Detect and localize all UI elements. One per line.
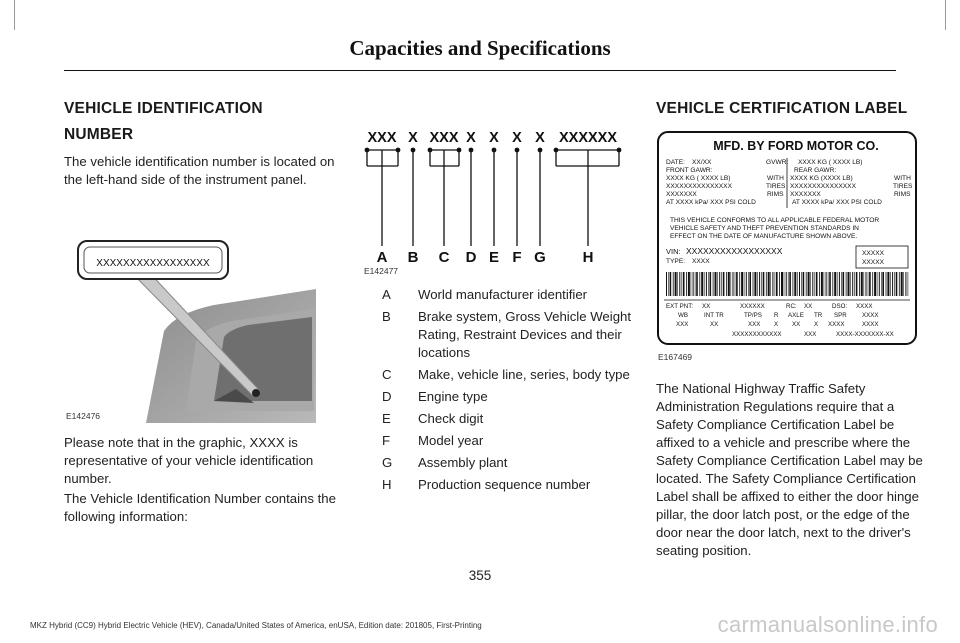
vin-segment: XXX bbox=[367, 130, 397, 146]
label-text: XXXXX bbox=[862, 250, 884, 257]
label-text: TIRES bbox=[766, 183, 786, 190]
label-text: TIRES bbox=[893, 183, 913, 190]
label-text: XXXX KG ( XXXX LB) bbox=[798, 159, 863, 166]
label-text: XXXXXXXXXXXXXXXXX bbox=[686, 246, 783, 256]
cert-paragraph: The National Highway Traffic Safety Administration Regulations require that a Safety Compliance Certification Label be affixed to a vehicle and prescribe where the Safety Compliance Certification Label may be located. The Safety Compliance Certification Label shall be affixed to either the door hinge pillar, the door latch post, or the edge of the door near the door latch, next to the driver's seating position. bbox=[656, 381, 923, 558]
label-text: XX/XX bbox=[692, 159, 712, 166]
label-text: TYPE: bbox=[666, 258, 686, 265]
vin-breakdown-diagram bbox=[362, 126, 622, 276]
label-text: XXX bbox=[748, 321, 761, 328]
label-text: AT XXXX kPa/ XXX PSI COLD bbox=[792, 199, 882, 206]
label-manufacturer: MFD. BY FORD MOTOR CO. bbox=[713, 139, 879, 153]
vin-segment: X bbox=[408, 130, 418, 146]
label-text: XXXX bbox=[828, 321, 845, 328]
label-text: RIMS bbox=[894, 191, 911, 198]
list-item bbox=[382, 476, 632, 494]
list-item bbox=[382, 308, 632, 362]
label-text: INT TR bbox=[704, 312, 724, 319]
label-text: TR bbox=[814, 312, 823, 319]
vin-heading: VEHICLE IDENTIFICATION NUMBER bbox=[64, 100, 263, 143]
label-text: RC: bbox=[786, 303, 797, 310]
vin-letter-label: D bbox=[465, 249, 477, 266]
label-text: XXXX bbox=[856, 303, 873, 310]
vin-legend-list bbox=[382, 286, 632, 498]
label-text: XXXXXXXXXXXXXXX bbox=[790, 183, 856, 190]
vin-letter-label: E bbox=[488, 249, 500, 266]
vin-segment: X bbox=[535, 130, 545, 146]
label-text: R bbox=[774, 312, 779, 319]
label-text: XXXX bbox=[862, 321, 879, 328]
legend-letter: A bbox=[382, 287, 391, 302]
legend-letter: H bbox=[382, 477, 392, 492]
list-item bbox=[382, 286, 632, 304]
label-text: FRONT GAWR: bbox=[666, 167, 713, 174]
label-text: XXXXXXX bbox=[790, 191, 821, 198]
page-number: 355 bbox=[468, 568, 492, 583]
label-text: THIS VEHICLE CONFORMS TO ALL APPLICABLE FEDERAL MOTOR bbox=[670, 217, 880, 224]
corner-mark-tl bbox=[14, 0, 15, 30]
label-text: XX bbox=[710, 321, 719, 328]
dashboard-vin-figure bbox=[64, 233, 316, 423]
car-figure-id: E142476 bbox=[66, 411, 101, 421]
vin-letter-label: F bbox=[512, 249, 522, 266]
label-text: XXX bbox=[804, 331, 817, 338]
vin-letter-label: C bbox=[438, 249, 450, 266]
label-text: WB bbox=[678, 312, 688, 319]
label-text: DSO: bbox=[832, 303, 848, 310]
legend-letter: D bbox=[382, 389, 392, 404]
legend-text: Assembly plant bbox=[418, 455, 508, 470]
label-text: WITH bbox=[894, 175, 911, 182]
cert-heading: VEHICLE CERTIFICATION LABEL bbox=[656, 100, 908, 117]
label-text: DATE: bbox=[666, 159, 685, 166]
vin-segment: X bbox=[489, 130, 499, 146]
legend-text: Check digit bbox=[418, 411, 484, 426]
vin-letter-label: B bbox=[407, 249, 419, 266]
label-text: EXT PNT: bbox=[666, 303, 694, 310]
vin-figure-id: E142477 bbox=[364, 266, 399, 276]
legend-text: World manufacturer identifier bbox=[418, 287, 588, 302]
vin-segment: X bbox=[512, 130, 522, 146]
label-text: SPR bbox=[834, 312, 847, 319]
label-text: VIN: bbox=[666, 247, 681, 256]
label-text: XX bbox=[702, 303, 711, 310]
legend-letter: C bbox=[382, 367, 392, 382]
list-item bbox=[382, 388, 632, 406]
label-text: XXX bbox=[676, 321, 689, 328]
legend-text: Make, vehicle line, series, body type bbox=[418, 367, 630, 382]
label-text: XXXX bbox=[692, 258, 710, 265]
list-item bbox=[382, 410, 632, 428]
plate-text: XXXXXXXXXXXXXXXXX bbox=[96, 258, 210, 269]
footer-text: MKZ Hybrid (CC9) Hybrid Electric Vehicle (HEV), Canada/United States of America, enUSA, Edition date: 201805, First-Printing bbox=[30, 621, 482, 630]
label-text: AXLE bbox=[788, 312, 804, 319]
legend-text: Engine type bbox=[418, 389, 488, 404]
label-text: XXXXX bbox=[862, 259, 884, 266]
title-rule bbox=[64, 70, 896, 71]
label-text: WITH bbox=[767, 175, 784, 182]
vin-note: Please note that in the graphic, XXXX is representative of your vehicle identification number. bbox=[64, 435, 314, 486]
legend-letter: G bbox=[382, 455, 393, 470]
list-item bbox=[382, 432, 632, 450]
vin-segment: XXX bbox=[429, 130, 459, 146]
legend-letter: E bbox=[382, 411, 391, 426]
legend-letter: B bbox=[382, 309, 391, 324]
label-text: XXXX-XXXXXXX-XX bbox=[836, 331, 894, 338]
cert-figure-id: E167469 bbox=[658, 352, 693, 362]
vin-letter-label: H bbox=[582, 249, 594, 266]
list-item bbox=[382, 454, 632, 472]
vin-segment: XXXXXX bbox=[558, 130, 618, 146]
page-title: Capacities and Specifications bbox=[349, 36, 611, 60]
label-text: VEHICLE SAFETY AND THEFT PREVENTION STANDARDS IN bbox=[670, 225, 859, 232]
list-item bbox=[382, 366, 632, 384]
label-text: TP/PS bbox=[744, 312, 762, 319]
label-text: XXXX KG (XXXX LB) bbox=[790, 175, 853, 182]
legend-letter: F bbox=[382, 433, 391, 448]
legend-text: Model year bbox=[418, 433, 484, 448]
label-text: XX bbox=[804, 303, 813, 310]
label-text: XXXXXXXXXXXX bbox=[732, 331, 782, 338]
label-text: RIMS bbox=[767, 191, 784, 198]
legend-text: Production sequence number bbox=[418, 477, 591, 492]
vin-letter-label: A bbox=[376, 249, 388, 266]
vin-letter-label: G bbox=[534, 249, 546, 266]
label-text: XXXXXXXXXXXXXXX bbox=[666, 183, 732, 190]
vin-intro: The vehicle identification number is located on the left-hand side of the instrument panel. bbox=[64, 154, 335, 187]
corner-mark-tr bbox=[945, 0, 946, 30]
label-text: REAR GAWR: bbox=[794, 167, 837, 174]
label-text: XXXX bbox=[862, 312, 879, 319]
label-text: X bbox=[814, 321, 819, 328]
label-text: EFFECT ON THE DATE OF MANUFACTURE SHOWN ABOVE. bbox=[670, 233, 858, 240]
legend-text: Brake system, Gross Vehicle Weight Rating, Restraint Devices and their locations bbox=[418, 309, 632, 360]
label-text: XXXXXX bbox=[740, 303, 765, 310]
certification-label-figure bbox=[656, 128, 918, 368]
label-text: XXXX KG ( XXXX LB) bbox=[666, 175, 731, 182]
vin-segment: X bbox=[466, 130, 476, 146]
watermark: carmanualsonline.info bbox=[717, 612, 938, 637]
label-text: GVWR: bbox=[766, 159, 789, 166]
label-text: XXXXXXX bbox=[666, 191, 697, 198]
vin-contains: The Vehicle Identification Number contains the following information: bbox=[64, 491, 336, 524]
label-text: X bbox=[774, 321, 779, 328]
label-text: XX bbox=[792, 321, 801, 328]
label-text: AT XXXX kPa/ XXX PSI COLD bbox=[666, 199, 756, 206]
